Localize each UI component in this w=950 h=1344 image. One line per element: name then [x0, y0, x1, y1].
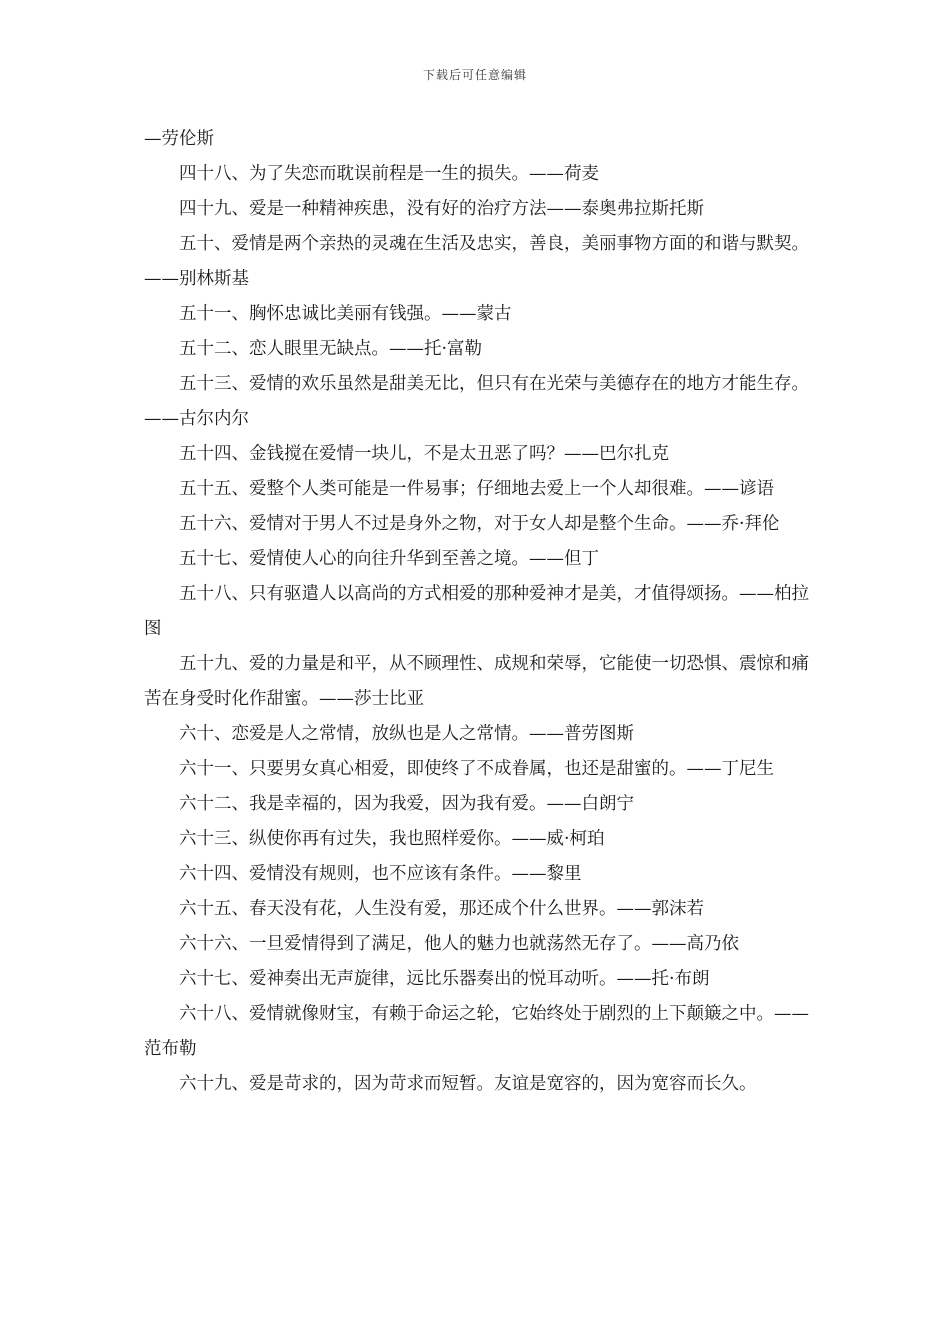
paragraph: 五十二、恋人眼里无缺点。——托·富勒: [179, 339, 483, 359]
paragraph: 四十八、为了失恋而耽误前程是一生的损失。——荷麦: [179, 164, 599, 184]
paragraph: 六十六、一旦爱情得到了满足，他人的魅力也就荡然无存了。——高乃依: [179, 934, 739, 954]
paragraph: 五十六、爱情对于男人不过是身外之物，对于女人却是整个生命。——乔·拜伦: [179, 514, 780, 534]
paragraph: 六十四、爱情没有规则，也不应该有条件。——黎里: [179, 864, 582, 884]
paragraph: 六十、恋爱是人之常情，放纵也是人之常情。——普劳图斯: [179, 724, 634, 744]
paragraph: 六十七、爱神奏出无声旋律，远比乐器奏出的悦耳动听。——托·布朗: [179, 969, 710, 989]
paragraph: 六十三、纵使你再有过失，我也照样爱你。——威·柯珀: [179, 829, 605, 849]
document-body: [144, 122, 820, 1102]
paragraph: 五十九、爱的力量是和平，从不顾理性、成规和荣辱，它能使一切恐惧、震惊和痛苦在身受时化作甜蜜。——莎士比亚: [144, 654, 809, 709]
paragraph: 六十一、只要男女真心相爱，即使终了不成眷属，也还是甜蜜的。——丁尼生: [179, 759, 774, 779]
paragraph: 五十三、爱情的欢乐虽然是甜美无比，但只有在光荣与美德存在的地方才能生存。——古尔内尔: [144, 374, 809, 429]
paragraph: 五十四、金钱搅在爱情一块儿，不是太丑恶了吗？——巴尔扎克: [179, 444, 669, 464]
paragraph: 五十、爱情是两个亲热的灵魂在生活及忠实，善良，美丽事物方面的和谐与默契。——别林斯基: [144, 234, 809, 289]
paragraph: 五十七、爱情使人心的向往升华到至善之境。——但丁: [179, 549, 599, 569]
paragraph: 六十九、爱是苛求的，因为苛求而短暂。友谊是宽容的，因为宽容而长久。: [179, 1074, 757, 1094]
paragraph: 五十八、只有驱遣人以高尚的方式相爱的那种爱神才是美，才值得颂扬。——柏拉图: [144, 584, 809, 639]
paragraph: 四十九、爱是一种精神疾患，没有好的治疗方法——泰奥弗拉斯托斯: [179, 199, 704, 219]
paragraph: 五十五、爱整个人类可能是一件易事；仔细地去爱上一个人却很难。——谚语: [179, 479, 774, 499]
paragraph: 六十二、我是幸福的，因为我爱，因为我有爱。——白朗宁: [179, 794, 634, 814]
paragraph: 五十一、胸怀忠诚比美丽有钱强。——蒙古: [179, 304, 512, 324]
paragraph: 六十五、春天没有花，人生没有爱，那还成个什么世界。——郭沫若: [179, 899, 704, 919]
page-header: 下载后可任意编辑: [422, 68, 527, 82]
paragraph: —劳伦斯: [144, 129, 214, 149]
paragraph: 六十八、爱情就像财宝，有赖于命运之轮，它始终处于剧烈的上下颠簸之中。——范布勒: [144, 1004, 809, 1059]
